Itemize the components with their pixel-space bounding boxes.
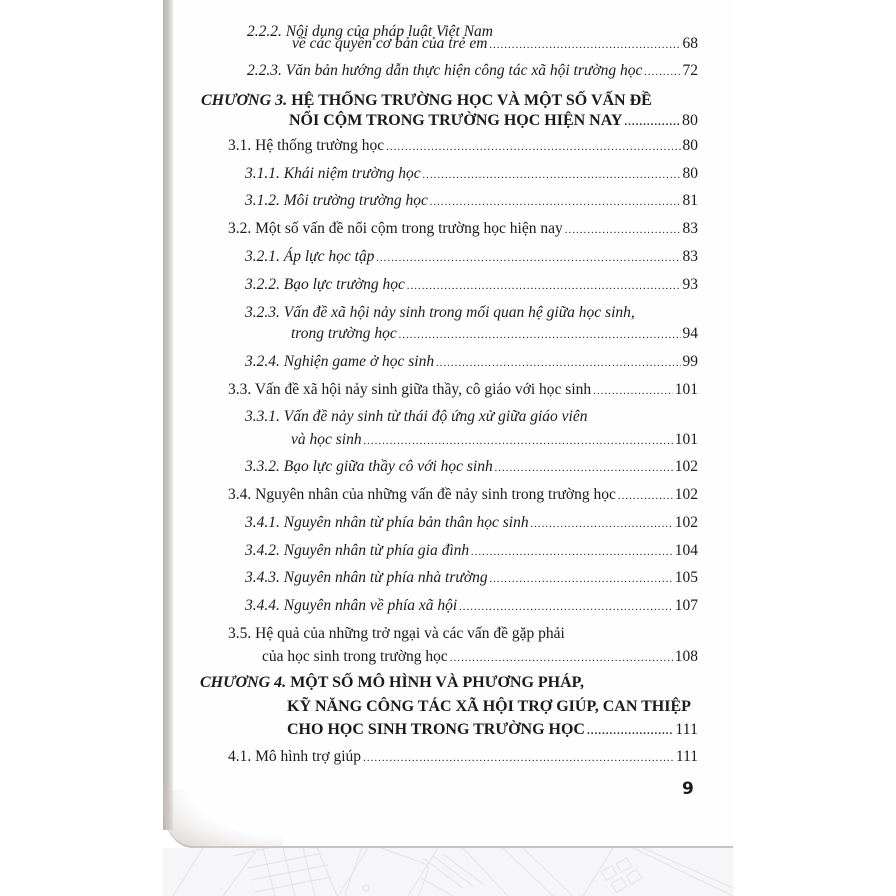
leader-dots	[593, 382, 673, 400]
page-ref: 101	[674, 381, 698, 398]
leader-dots	[450, 649, 673, 667]
toc-entry-3-4[interactable]: 3.4. Nguyên nhân của những vấn đề nảy sinh trong trường học ..... 102	[228, 486, 698, 505]
page-ref: 81	[682, 192, 698, 209]
toc-entry-3-2-1[interactable]: 3.2.1. Áp lực học tập ..... 83	[245, 248, 698, 267]
page-ref: 101	[674, 431, 698, 448]
leader-dots	[624, 113, 680, 131]
leader-dots	[376, 249, 680, 267]
leader-dots	[489, 36, 680, 54]
page-ref: 72	[682, 62, 698, 79]
page-binding-edge	[163, 0, 173, 830]
page-ref: 99	[682, 353, 698, 370]
toc-chapter-3[interactable]: NỔI CỘM TRONG TRƯỜNG HỌC HIỆN NAY ..... 80	[289, 112, 698, 131]
leader-dots	[471, 543, 673, 561]
chapter-label: CHƯƠNG 3.	[201, 92, 288, 109]
toc-entry-3-3-1[interactable]: và học sinh ..... 101	[291, 431, 698, 450]
toc-entry-3-2-3[interactable]: trong trường học ..... 94	[291, 325, 698, 344]
page-ref: 102	[674, 514, 698, 531]
leader-dots	[531, 515, 673, 533]
toc-entry-3-5-line1: 3.5. Hệ quả của những trở ngại và các vấn đề gặp phải	[228, 625, 565, 642]
toc-entry-3-1-2[interactable]: 3.1.2. Môi trường trường học ..... 81	[245, 192, 698, 211]
leader-dots	[430, 193, 681, 211]
page-ref: 102	[674, 458, 698, 475]
page-ref: 111	[675, 721, 698, 738]
leader-dots	[363, 749, 674, 767]
leader-dots	[407, 277, 681, 295]
toc-chapter-4[interactable]: CHO HỌC SINH TRONG TRƯỜNG HỌC ..... 111	[287, 721, 698, 740]
page-ref: 105	[674, 569, 698, 586]
leader-dots	[399, 326, 681, 344]
leader-dots	[436, 354, 680, 372]
leader-dots	[644, 63, 680, 81]
toc-entry-3-3-1-line1: 3.3.1. Vấn đề nảy sinh từ thái độ ứng xử giữa giáo viên	[245, 408, 588, 425]
toc-entry-3-4-1[interactable]: 3.4.1. Nguyên nhân từ phía bản thân học sinh ..... 102	[245, 514, 698, 533]
page-ref: 83	[682, 248, 698, 265]
toc-entry-3-4-3[interactable]: 3.4.3. Nguyên nhân từ phía nhà trường ..... 105	[245, 569, 698, 588]
page-ref: 80	[682, 112, 698, 129]
toc-entry-3-1-1[interactable]: 3.1.1. Khái niệm trường học ..... 80	[245, 165, 698, 184]
page-ref: 102	[674, 486, 698, 503]
page-ref: 104	[674, 542, 698, 559]
leader-dots	[490, 570, 673, 588]
toc-entry-3-2-4[interactable]: 3.2.4. Nghiện game ở học sinh ..... 99	[245, 353, 698, 372]
leader-dots	[618, 487, 673, 505]
leader-dots	[459, 598, 673, 616]
leader-dots	[386, 138, 680, 156]
page-ref: 108	[674, 648, 698, 665]
toc-entry-3-2[interactable]: 3.2. Một số vấn đề nổi cộm trong trường học hiện nay ..... 83	[228, 220, 698, 239]
page-ref: 93	[682, 276, 698, 293]
toc-entry-2-2-2-line1: 2.2.2. Nội dung của pháp luật Việt Nam	[247, 23, 493, 40]
toc-entry-2-2-3[interactable]: 2.2.3. Văn bản hướng dẫn thực hiện công tác xã hội trường học ..... 72	[247, 62, 698, 81]
chapter-label: CHƯƠNG 4.	[200, 674, 287, 691]
leader-dots	[364, 432, 673, 450]
background-pattern-strip	[163, 848, 733, 896]
page-ref: 94	[682, 325, 698, 342]
page-ref: 80	[682, 165, 698, 182]
toc-entry-3-1[interactable]: 3.1. Hệ thống trường học ..... 80	[228, 137, 698, 156]
toc-entry-3-3[interactable]: 3.3. Vấn đề xã hội nảy sinh giữa thầy, cô giáo với học sinh ..... 101	[228, 381, 698, 400]
leader-dots	[495, 459, 673, 477]
toc-entry-3-2-3-line1: 3.2.3. Vấn đề xã hội nảy sinh trong mối quan hệ giữa học sinh,	[245, 304, 635, 321]
page-ref: 107	[674, 597, 698, 614]
page-ref: 83	[682, 220, 698, 237]
toc-entry-3-3-2[interactable]: 3.3.2. Bạo lực giữa thầy cô với học sinh ..... 102	[245, 458, 698, 477]
toc-entry-3-4-4[interactable]: 3.4.4. Nguyên nhân về phía xã hội ..... 107	[245, 597, 698, 616]
toc-chapter-4-line2: KỸ NĂNG CÔNG TÁC XÃ HỘI TRỢ GIÚP, CAN THIỆP	[287, 698, 691, 715]
toc-chapter-3-line1[interactable]: CHƯƠNG 3. HỆ THỐNG TRƯỜNG HỌC VÀ MỘT SỐ VẤN ĐỀ	[201, 92, 652, 109]
leader-dots	[587, 722, 673, 740]
page-curl-shadow	[163, 790, 283, 848]
leader-dots	[565, 221, 681, 239]
page-ref: 80	[682, 137, 698, 154]
page-number: 9	[682, 779, 694, 799]
leader-dots	[423, 166, 681, 184]
toc-entry-2-2-2[interactable]: về các quyền cơ bản của trẻ em ..... 68	[292, 35, 698, 54]
page-ref: 111	[675, 748, 698, 765]
toc-entry-4-1[interactable]: 4.1. Mô hình trợ giúp ..... 111	[228, 748, 698, 767]
device-outline-pattern-icon	[163, 848, 733, 896]
toc-chapter-4-line1[interactable]: CHƯƠNG 4. MỘT SỐ MÔ HÌNH VÀ PHƯƠNG PHÁP,	[200, 674, 584, 691]
page-ref: 68	[682, 35, 698, 52]
toc-entry-3-2-2[interactable]: 3.2.2. Bạo lực trường học ..... 93	[245, 276, 698, 295]
toc-entry-3-4-2[interactable]: 3.4.2. Nguyên nhân từ phía gia đình ..... 104	[245, 542, 698, 561]
toc-entry-3-5[interactable]: của học sinh trong trường học ..... 108	[262, 648, 698, 667]
